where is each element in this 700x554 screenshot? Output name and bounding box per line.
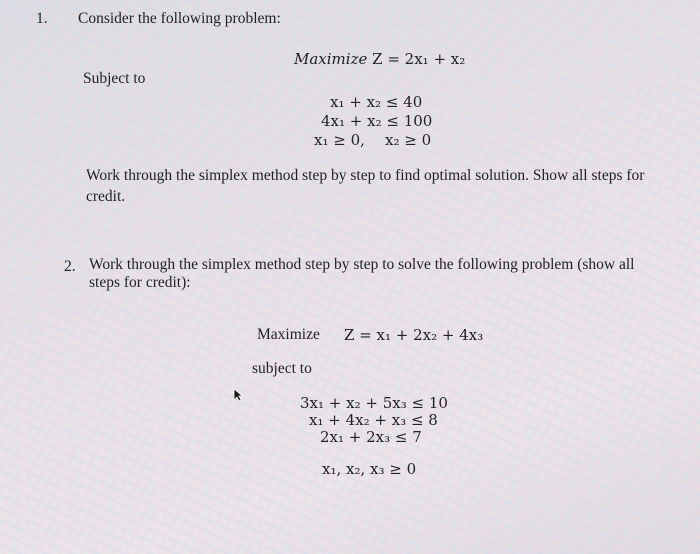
problem-1-instruction-line-2: credit.	[86, 188, 126, 205]
problem-2-constraint-3: 2x₁ + 2x₃ ≤ 7	[320, 428, 422, 446]
problem-2-heading-line-1: Work through the simplex method step by step to solve the following problem (show all	[89, 256, 635, 273]
objective-word: Maximize	[294, 50, 368, 68]
problem-2-objective-expression: Z = x₁ + 2x₂ + 4x₃	[344, 326, 484, 344]
problem-1-subject-to: Subject to	[83, 70, 146, 87]
problem-1-instruction-line-1: Work through the simplex method step by step to find optimal solution. Show all steps for	[86, 167, 645, 184]
problem-2-number: 2.	[64, 258, 76, 275]
problem-1-constraint-2: 4x₁ + x₂ ≤ 100	[321, 112, 433, 130]
problem-1-number: 1.	[36, 10, 48, 27]
problem-1-constraint-1: x₁ + x₂ ≤ 40	[330, 93, 423, 111]
problem-2-constraint-1: 3x₁ + x₂ + 5x₃ ≤ 10	[300, 394, 448, 412]
problem-2-heading-line-2: steps for credit):	[89, 274, 191, 291]
problem-2-subject-to: subject to	[252, 360, 312, 377]
problem-1-nonneg-x1: x₁ ≥ 0,	[314, 131, 365, 149]
problem-1-heading: Consider the following problem:	[78, 10, 281, 27]
problem-1-objective	[294, 50, 465, 68]
objective-expression: Z = 2x₁ + x₂	[372, 50, 466, 68]
mouse-pointer-icon	[233, 388, 243, 402]
problem-1-nonneg-x2: x₂ ≥ 0	[385, 131, 432, 149]
problem-2-constraint-2: x₁ + 4x₂ + x₃ ≤ 8	[309, 411, 438, 429]
problem-2-nonneg: x₁, x₂, x₃ ≥ 0	[322, 460, 417, 478]
problem-2-objective-word: Maximize	[257, 326, 320, 343]
